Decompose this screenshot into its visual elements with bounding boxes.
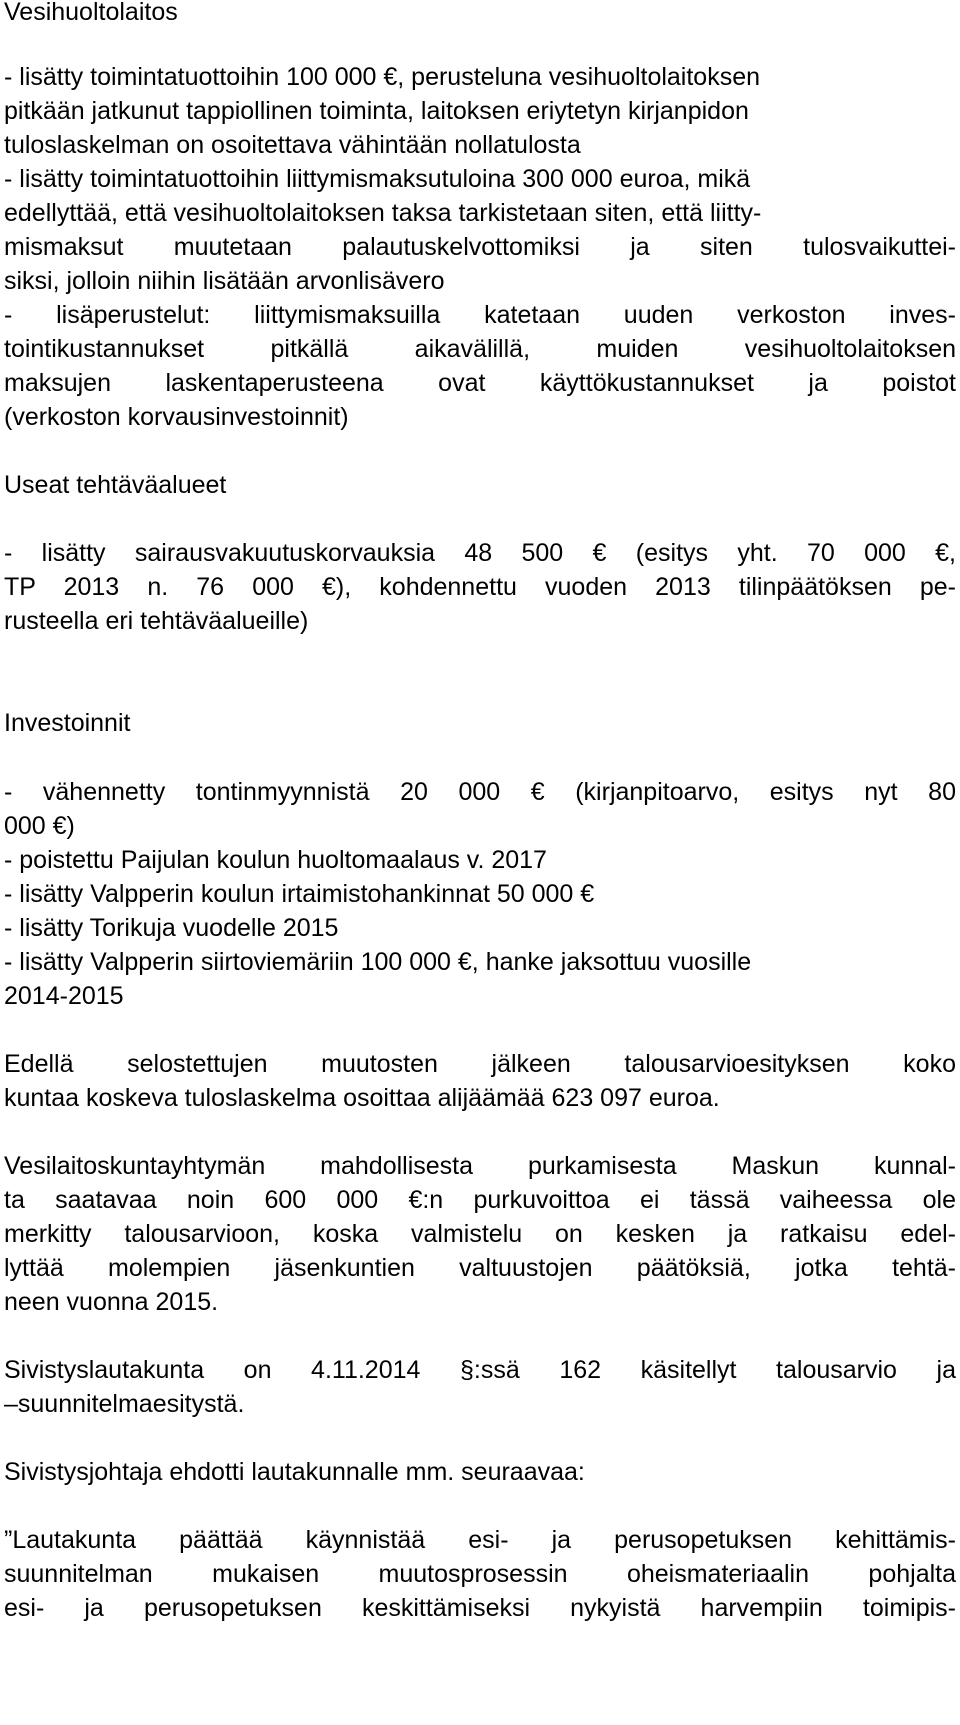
text-line: TP 2013 n. 76 000 €), kohdennettu vuoden 2013 tilinpäätöksen pe- <box>4 573 956 601</box>
text-line: - lisätty Valpperin siirtoviemäriin 100 000 €, hanke jaksottuu vuosille <box>4 948 752 976</box>
text-line: mismaksut muutetaan palautuskelvottomiksi ja siten tulosvaikuttei- <box>4 233 956 261</box>
text-line: ta saatavaa noin 600 000 €:n purkuvoittoa ei tässä vaiheessa ole <box>4 1186 956 1214</box>
text-line: kuntaa koskeva tuloslaskelma osoittaa alijäämää 623 097 euroa. <box>4 1084 720 1112</box>
text-line: Edellä selostettujen muutosten jälkeen talousarvioesityksen koko <box>4 1050 956 1078</box>
text-line: - lisätty Valpperin koulun irtaimistohankinnat 50 000 € <box>4 880 595 908</box>
text-line: ”Lautakunta päättää käynnistää esi- ja perusopetuksen kehittämis- <box>4 1526 956 1554</box>
text-line: - lisätty Torikuja vuodelle 2015 <box>4 914 339 942</box>
text-line: siksi, jolloin niihin lisätään arvonlisävero <box>4 267 445 295</box>
text-line: Sivistyslautakunta on 4.11.2014 §:ssä 162 käsitellyt talousarvio ja <box>4 1356 956 1384</box>
text-line: - lisäperustelut: liittymismaksuilla katetaan uuden verkoston inves- <box>4 301 956 329</box>
text-line: rusteella eri tehtäväalueille) <box>4 607 309 635</box>
text-line: - lisätty toimintatuottoihin liittymismaksutuloina 300 000 euroa, mikä <box>4 165 751 193</box>
section-heading-investoinnit: Investoinnit <box>4 709 131 737</box>
text-line: (verkoston korvausinvestoinnit) <box>4 403 349 431</box>
text-line: - lisätty toimintatuottoihin 100 000 €, perusteluna vesihuoltolaitoksen <box>4 63 761 91</box>
text-line: lyttää molempien jäsenkuntien valtuustojen päätöksiä, jotka tehtä- <box>4 1254 956 1282</box>
text-line: tuloslaskelman on osoitettava vähintään nollatulosta <box>4 131 581 159</box>
text-line: –suunnitelmaesitystä. <box>4 1390 245 1418</box>
text-line: maksujen laskentaperusteena ovat käyttökustannukset ja poistot <box>4 369 956 397</box>
section-heading-vesihuoltolaitos: Vesihuoltolaitos <box>4 0 178 26</box>
text-line: 000 €) <box>4 812 75 840</box>
text-line: esi- ja perusopetuksen keskittämiseksi nykyistä harvempiin toimipis- <box>4 1594 956 1622</box>
text-line: pitkään jatkunut tappiollinen toiminta, laitoksen eriytetyn kirjanpidon <box>4 97 749 125</box>
text-line: neen vuonna 2015. <box>4 1288 219 1316</box>
text-line: suunnitelman mukaisen muutosprosessin oheismateriaalin pohjalta <box>4 1560 956 1588</box>
text-line: tointikustannukset pitkällä aikavälillä, muiden vesihuoltolaitoksen <box>4 335 956 363</box>
text-line: - poistettu Paijulan koulun huoltomaalaus v. 2017 <box>4 846 547 874</box>
text-line: - lisätty sairausvakuutuskorvauksia 48 500 € (esitys yht. 70 000 €, <box>4 539 956 567</box>
text-line: 2014-2015 <box>4 982 124 1010</box>
text-line: merkitty talousarvioon, koska valmistelu on kesken ja ratkaisu edel- <box>4 1220 956 1248</box>
text-line: Vesilaitoskuntayhtymän mahdollisesta purkamisesta Maskun kunnal- <box>4 1152 956 1180</box>
text-line: Sivistysjohtaja ehdotti lautakunnalle mm. seuraavaa: <box>4 1458 585 1486</box>
section-heading-useat-tehtavaalueet: Useat tehtäväalueet <box>4 471 227 499</box>
text-line: - vähennetty tontinmyynnistä 20 000 € (kirjanpitoarvo, esitys nyt 80 <box>4 778 956 806</box>
text-line: edellyttää, että vesihuoltolaitoksen taksa tarkistetaan siten, että liitty- <box>4 199 762 227</box>
